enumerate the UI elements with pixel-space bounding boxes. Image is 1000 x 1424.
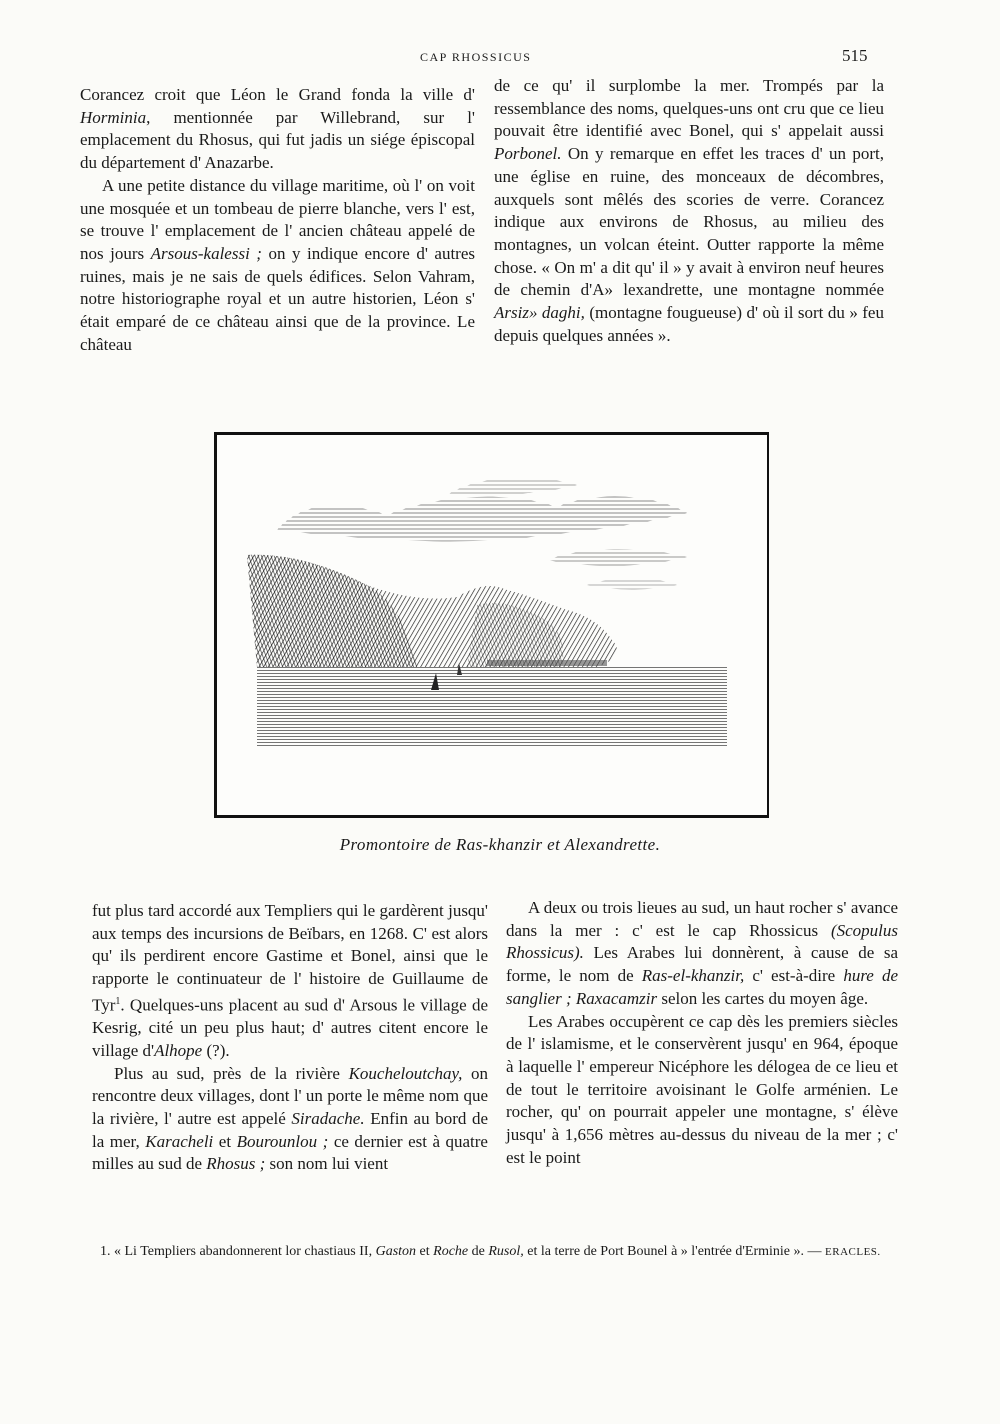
footnote <box>100 1240 900 1264</box>
paragraph: Corancez croit que Léon le Grand fonda la ville d' Horminia, mentionnée par Willebrand, sur l' emplacement du Rhosus, qui fut jadis un siége épiscopal du département d' Anazarbe. <box>80 85 475 173</box>
paragraph: A deux ou trois lieues au sud, un haut rocher s' avance dans la mer : c' est le cap Rhossicus (Scopulus Rhossicus). Les Arabes lui donnèrent, à cause de sa forme, le nom de Ras-el-khanzir, c' est-à-dire hure de sanglier ; Raxacamzir selon les cartes du moyen âge. <box>506 898 898 1008</box>
footnote-text: 1. « Li Templiers abandonnerent lor chastiaus II, Gaston et Roche de Rusol, et la terre de Port Bounel à » l'entrée d'Erminie ». — ERACLES. <box>100 1244 881 1259</box>
column-bottom-right <box>506 897 898 1169</box>
paragraph: A une petite distance du village maritime, où l' on voit une mosquée et un tombeau de pierre blanche, vers l' est, se trouve l' emplacement de l' ancien château appelé de nos jours Arsous-kalessi ; on y indique encore d' autres ruines, mais je ne sais de quels édifices. Selon Vahram, notre historiographe royal et un autre historien, Léon s' était emparé de ce château ainsi que de la province. Le château <box>80 175 475 354</box>
paragraph: de ce qu' il surplombe la mer. Trompés par la ressemblance des noms, quelques-uns ont cru que ce lieu pouvait être identifié avec Bonel, qui s' appelait aussi Porbonel. On y remarque en effet les traces d' un port, une église en ruine, des monceaux de décombres, auxquels sont mêlés des scories de verre. Corancez indique aux environs de Rhosus, au milieu des montagnes, un volcan éteint. Outter rapporte la même chose. « On m' a dit qu' il » y avait à environ neuf heures de chemin d'A» lexandrette, une montagne nommée Arsiz» daghi, (montagne fougueuse) d' où il sort du » feu depuis quelques années ». <box>494 76 884 345</box>
figure-caption: Promontoire de Ras-khanzir et Alexandrette. <box>339 835 661 854</box>
column-top-right <box>494 75 884 347</box>
running-title: CAP RHOSSICUS <box>420 50 532 64</box>
engraving-figure <box>214 432 769 818</box>
column-bottom-left <box>92 900 488 1176</box>
column-top-left <box>80 84 475 356</box>
paragraph: fut plus tard accordé aux Templiers qui le gardèrent jusqu' aux temps des incursions de Beïbars, en 1268. C' est alors qu' ils perdirent encore Gastime et Bonel, ainsi que le rapporte le continuateur de l' histoire de Guillaume de Tyr$^1$. Quelques-uns placent au sud d' Arsous le village de Kesrig, cité un peu plus haut; d' autres citent encore le village d'Alhope (?). <box>92 901 488 1060</box>
paragraph: Les Arabes occupèrent ce cap dès les premiers siècles de l' islamisme, et le conservèrent jusqu' en 964, époque à laquelle l' empereur Nicéphore les délogea de ce lieu et de tout le territoire avoisinant le Golfe arménien. Le rocher, qu' on pourrait appeler une montagne, s' élève jusqu' à 1,656 mètres au-dessus du niveau de la mer ; c' est le point <box>506 1011 898 1167</box>
page-number: 515 <box>842 46 868 65</box>
running-head <box>0 48 1000 68</box>
paragraph: Plus au sud, près de la rivière Koucheloutchay, on rencontre deux villages, dont l' un porte le même nom que la rivière, l' autre est appelé Siradache. Enfin au bord de la mer, Karacheli et Bourounlou ; ce dernier est à quatre milles au sud de Rhosus ; son nom lui vient <box>92 1063 489 1174</box>
promontory-engraving <box>217 435 767 815</box>
footnote-marker: 1 <box>115 995 121 1007</box>
